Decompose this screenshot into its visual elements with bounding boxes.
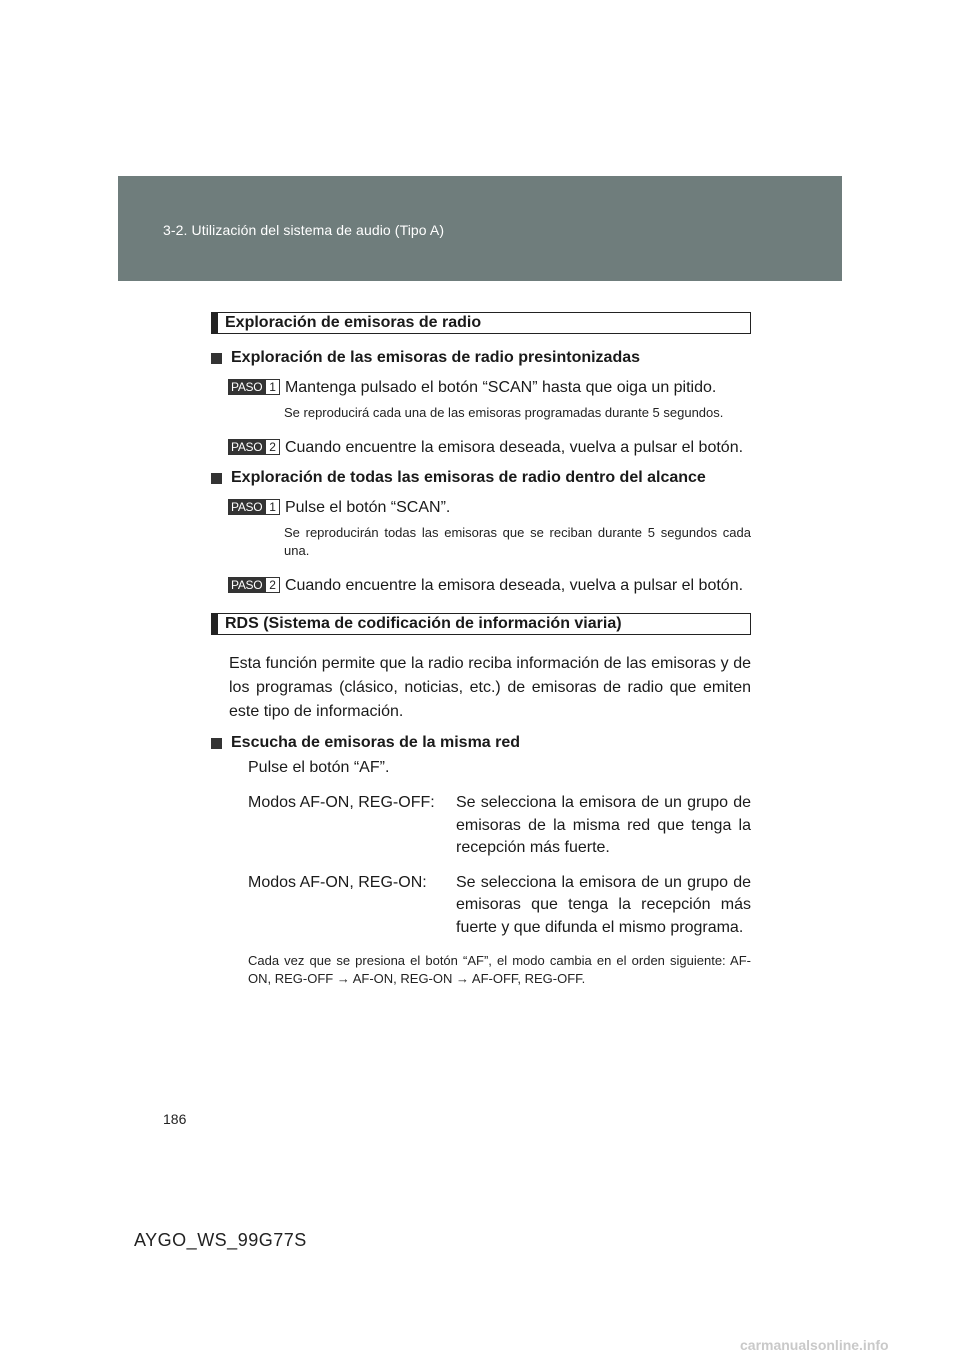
section-title-text: Exploración de emisoras de radio (225, 314, 482, 331)
step-badge-word: PASO (228, 577, 265, 593)
section-title-rds (211, 613, 751, 635)
rds-intro: Esta función permite que la radio reciba información de las emisoras y de los programas (clásico, noticias, etc.) de emisoras de radio que emiten este tipo de información. (229, 655, 751, 720)
subheading-text: Escucha de emisoras de la misma red (231, 734, 521, 751)
subheading-same-network (195, 732, 751, 754)
step-text: Pulse el botón “SCAN”. (284, 499, 451, 516)
af-mode-note: Cada vez que se presiona el botón “AF”, el modo cambia en el orden siguiente: AF-ON, REG-OFF → AF-ON, REG-ON → AF-OFF, REG-OFF. (248, 953, 751, 986)
page-number: 186 (163, 1111, 187, 1127)
subheading-text: Exploración de las emisoras de radio presintonizadas (231, 349, 641, 366)
section-title-bar (212, 613, 218, 635)
subheading-preset-scan (195, 347, 751, 369)
step-badge-word: PASO (228, 379, 265, 395)
step-text: Mantenga pulsado el botón “SCAN” hasta que oiga un pitido. (284, 379, 717, 396)
step-badge-number: 2 (265, 577, 280, 593)
step-badge-word: PASO (228, 499, 265, 515)
step-note: Se reproducirán todas las emisoras que se reciban durante 5 segundos cada una. (284, 525, 751, 558)
watermark: carmanualsonline.info (740, 1337, 889, 1353)
step-2 (228, 574, 751, 597)
breadcrumb: 3-2. Utilización del sistema de audio (Tipo A) (163, 222, 445, 238)
section-title-bar (212, 312, 218, 334)
step-2 (228, 436, 751, 459)
step-badge-number: 2 (265, 439, 280, 455)
step-1 (228, 496, 751, 519)
subheading-all-scan (195, 467, 751, 489)
mode-description: Se selecciona la emisora de un grupo de emisoras de la misma red que tenga la recepción más fuerte. (456, 794, 751, 856)
step-badge (228, 577, 280, 593)
mode-label: Modos AF-ON, REG-ON: (248, 873, 427, 891)
step-text: Cuando encuentre la emisora deseada, vuelva a pulsar el botón. (284, 439, 744, 456)
af-instruction: Pulse el botón “AF”. (248, 759, 390, 776)
step-badge-number: 1 (265, 379, 280, 395)
step-badge-word: PASO (228, 439, 265, 455)
square-bullet-icon (211, 473, 222, 484)
square-bullet-icon (211, 353, 222, 364)
section-title-radio-scan (211, 312, 751, 334)
step-badge-number: 1 (265, 499, 280, 515)
mode-label: Modos AF-ON, REG-OFF: (248, 794, 435, 811)
step-badge (228, 499, 280, 515)
document-code: AYGO_WS_99G77S (134, 1230, 307, 1250)
step-note: Se reproducirá cada una de las emisoras programadas durante 5 segundos. (284, 405, 724, 420)
subheading-text: Exploración de todas las emisoras de radio dentro del alcance (231, 469, 706, 486)
step-text: Cuando encuentre la emisora deseada, vuelva a pulsar el botón. (284, 577, 744, 594)
section-title-text: RDS (Sistema de codificación de información viaria) (225, 615, 622, 632)
page-content (211, 312, 751, 988)
step-1 (228, 376, 751, 399)
step-badge (228, 439, 280, 455)
mode-description: Se selecciona la emisora de un grupo de emisoras que tenga la recepción más fuerte y que difunda el mismo programa. (456, 873, 751, 936)
step-badge (228, 379, 280, 395)
square-bullet-icon (211, 738, 222, 749)
mode-row (248, 792, 751, 860)
mode-row (248, 872, 751, 940)
